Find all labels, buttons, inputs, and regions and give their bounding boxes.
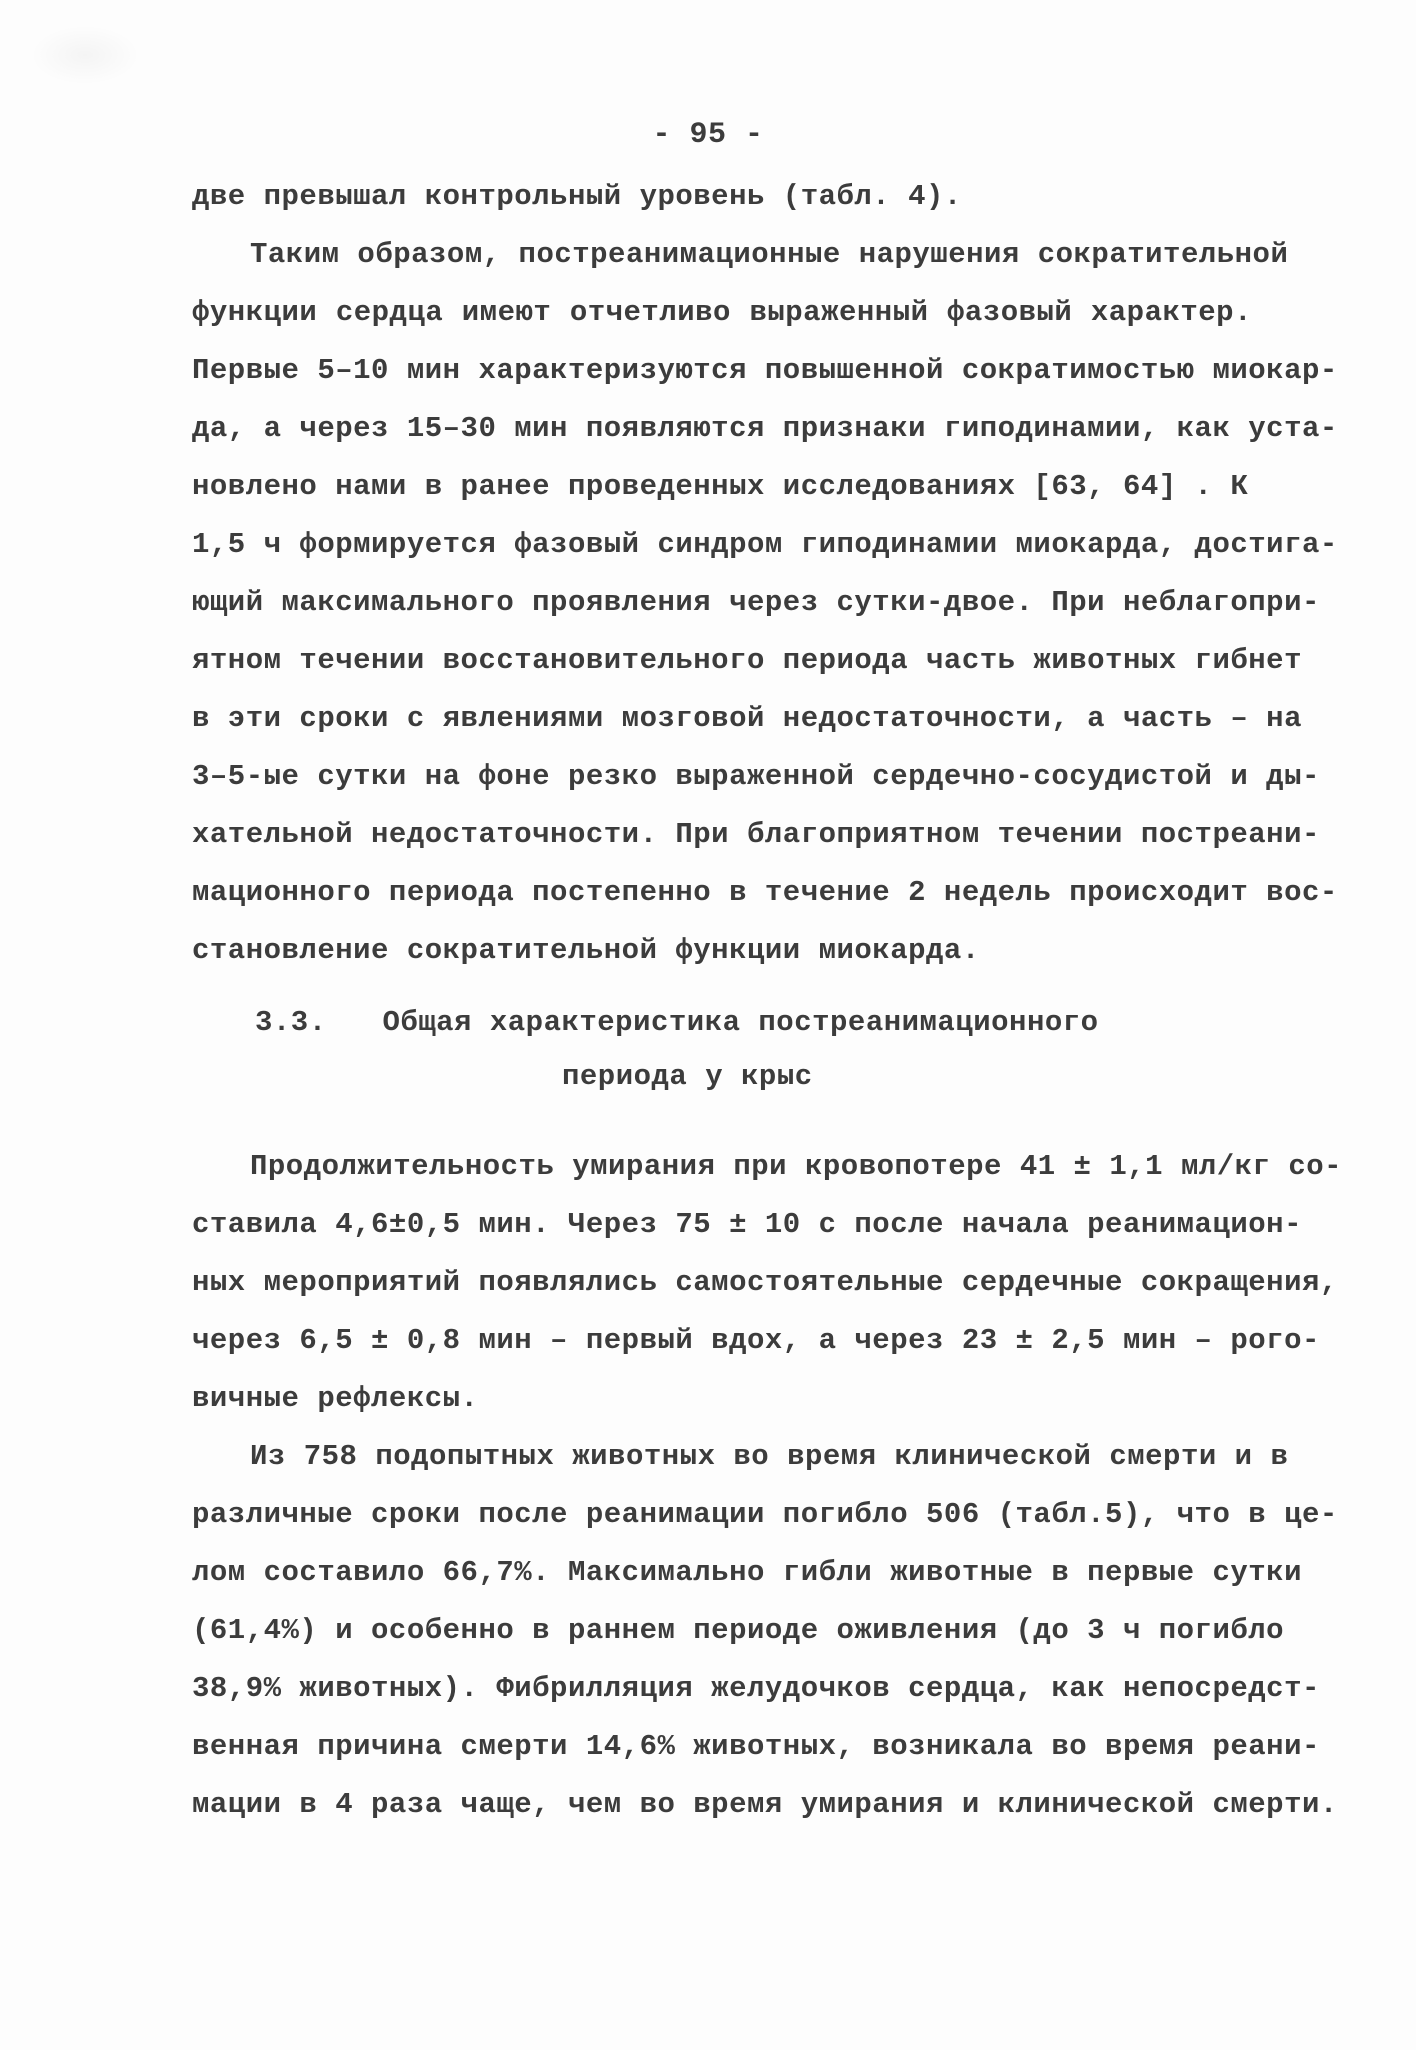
text-line: да, а через 15–30 мин появляются признаки гиподинамии, как уста- — [192, 412, 1338, 445]
text-line: становление сократительной функции миокарда. — [192, 934, 980, 967]
text-line: Таким образом, постреанимационные нарушения сократительной — [250, 238, 1289, 271]
text-line: Продолжительность умирания при кровопотере 41 ± 1,1 мл/кг со- — [250, 1150, 1343, 1183]
text-line: 1,5 ч формируется фазовый синдром гиподинамии миокарда, достига- — [192, 528, 1338, 561]
text-line: функции сердца имеют отчетливо выраженный фазовый характер. — [192, 296, 1252, 329]
text-line: мационного периода постепенно в течение 2 недель происходит вос- — [192, 876, 1338, 909]
text-line: через 6,5 ± 0,8 мин – первый вдох, а через 23 ± 2,5 мин – рогo- — [192, 1324, 1320, 1357]
page-number: - 95 - — [652, 118, 764, 152]
text-line: лом составило 66,7%. Максимально гибли животные в первые сутки — [192, 1556, 1302, 1589]
text-line: ятном течении восстановительного периода часть животных гибнет — [192, 644, 1302, 677]
text-line: 38,9% животных). Фибрилляция желудочков сердца, как непосредст- — [192, 1672, 1320, 1705]
section-heading — [255, 1006, 1099, 1039]
section-title: Общая характеристика постреанимационного — [382, 1006, 1099, 1039]
section-number: 3.3. — [255, 1006, 327, 1039]
text-line: ставила 4,6±0,5 мин. Через 75 ± 10 с после начала реанимацион- — [192, 1208, 1302, 1241]
text-line: различные сроки после реанимации погибло 506 (табл.5), что в це- — [192, 1498, 1338, 1531]
text-line: 3–5-ые сутки на фоне резко выраженной сердечно-сосудистой и ды- — [192, 760, 1320, 793]
text-line: новлено нами в ранее проведенных исследованиях [63, 64] . К — [192, 470, 1249, 503]
scan-smudge — [30, 25, 140, 85]
section-heading-line2: периода у крыс — [562, 1060, 813, 1093]
text-line: хательной недостаточности. При благоприятном течении постреани- — [192, 818, 1320, 851]
text-line: вичные рефлексы. — [192, 1382, 479, 1415]
text-line: мации в 4 раза чаще, чем во время умирания и клинической смерти. — [192, 1788, 1338, 1821]
text-line: ющий максимального проявления через сутки-двое. При неблагопри- — [192, 586, 1320, 619]
text-line: ных мероприятий появлялись самостоятельные сердечные сокращения, — [192, 1266, 1338, 1299]
text-line: две превышал контрольный уровень (табл. 4). — [192, 180, 962, 213]
text-line: венная причина смерти 14,6% животных, возникала во время реани- — [192, 1730, 1320, 1763]
text-line: в эти сроки с явлениями мозговой недостаточности, а часть – на — [192, 702, 1302, 735]
text-line: (61,4%) и особенно в раннем периоде оживления (до 3 ч погибло — [192, 1614, 1285, 1647]
text-line: Из 758 подопытных животных во время клинической смерти и в — [250, 1440, 1289, 1473]
text-line: Первые 5–10 мин характеризуются повышенной сократимостью миокар- — [192, 354, 1338, 387]
